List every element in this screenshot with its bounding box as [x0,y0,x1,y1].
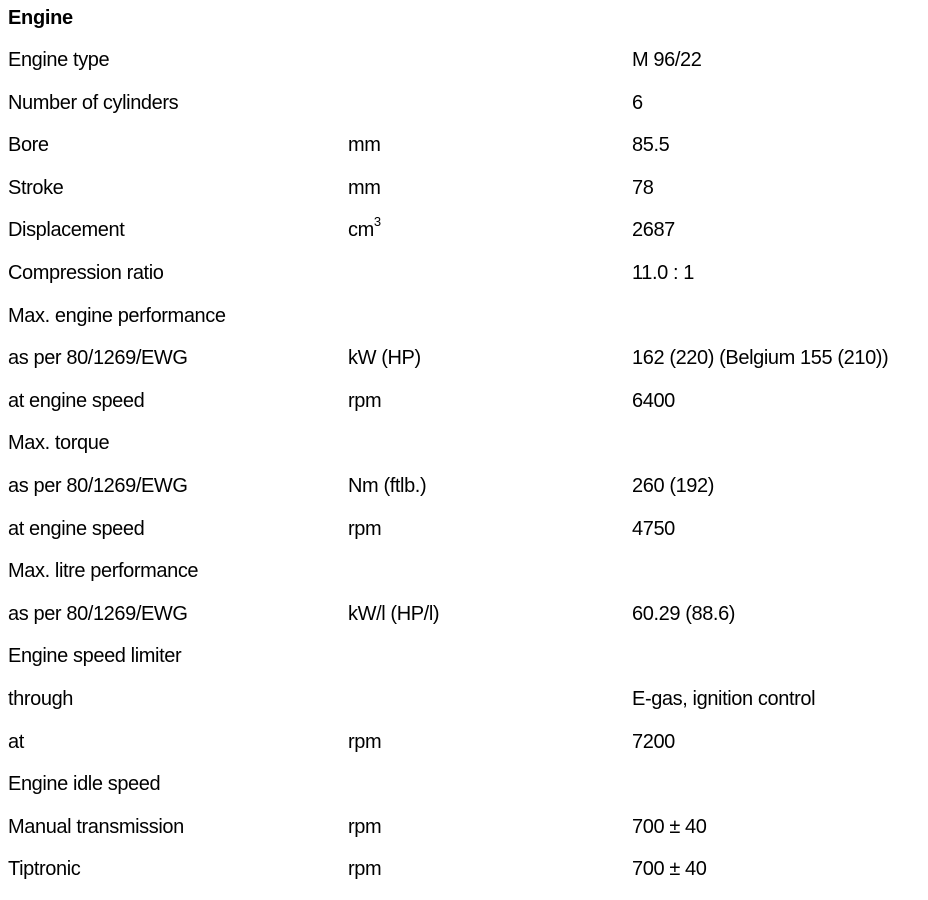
spec-row-max-engine-performance [0,304,928,347]
spec-unit: mm [348,134,381,157]
spec-label: Number of cylinders [8,91,179,114]
spec-label: at engine speed [8,389,145,412]
spec-row-idle-manual-transmission [0,815,928,858]
spec-unit [348,213,381,242]
spec-label: Max. litre performance [8,560,199,583]
spec-value: M 96/22 [632,49,702,71]
spec-value: 700 ± 40 [632,815,707,838]
spec-label: Bore [8,134,49,157]
spec-row-idle-tiptronic [0,857,928,900]
spec-value: 7200 [632,730,675,753]
spec-unit: rpm [348,815,382,838]
spec-value: 6 [632,91,643,114]
spec-value: 78 [632,176,654,199]
spec-unit: Nm (ftlb.) [348,474,427,497]
spec-row-bore [0,133,928,176]
spec-label: at engine speed [8,517,145,540]
spec-table [0,48,928,900]
spec-row-limiter-through [0,687,928,730]
spec-value: 162 (220) (Belgium 155 (210)) [632,347,889,370]
spec-row-engine-speed-limiter [0,644,928,687]
spec-label: Compression ratio [8,261,164,284]
spec-value: E-gas, ignition control [632,687,816,710]
spec-unit: mm [348,176,381,199]
spec-row-stroke [0,176,928,219]
spec-row-engine-idle-speed [0,772,928,815]
spec-row-max-litre-performance [0,559,928,602]
spec-row-performance-engine-speed [0,389,928,432]
spec-row-performance-standard [0,346,928,389]
spec-value: 4750 [632,517,675,540]
section-heading: Engine [8,7,73,29]
spec-unit: rpm [348,858,382,881]
spec-row-engine-type [0,48,928,91]
spec-unit-base: cm [348,219,374,242]
spec-value: 85.5 [632,134,670,157]
spec-row-max-torque [0,431,928,474]
spec-row-compression-ratio [0,261,928,304]
spec-label: Manual transmission [8,815,184,838]
spec-label: through [8,687,74,710]
spec-label: as per 80/1269/EWG [8,347,188,370]
spec-value: 260 (192) [632,474,715,497]
spec-label: Engine idle speed [8,773,161,796]
spec-unit: rpm [348,389,382,412]
spec-unit: kW (HP) [348,347,421,370]
spec-row-limiter-at [0,730,928,773]
spec-row-litre-standard [0,602,928,645]
spec-row-displacement [0,213,928,261]
spec-value: 60.29 (88.6) [632,602,736,625]
spec-label: as per 80/1269/EWG [8,474,188,497]
spec-value: 700 ± 40 [632,858,707,881]
spec-label: at [8,730,24,753]
spec-unit: kW/l (HP/l) [348,602,440,625]
spec-label: Max. torque [8,432,110,455]
spec-label: as per 80/1269/EWG [8,602,188,625]
spec-value: 6400 [632,389,675,412]
spec-unit: rpm [348,730,382,753]
spec-unit-superscript: 3 [373,213,381,229]
spec-unit: rpm [348,517,382,540]
spec-row-number-of-cylinders [0,91,928,134]
spec-value: 2687 [632,219,675,242]
spec-label: Displacement [8,219,125,242]
spec-label: Engine type [8,49,110,71]
spec-value: 11.0 : 1 [632,261,695,284]
spec-label: Max. engine performance [8,304,226,327]
spec-row-torque-standard [0,474,928,517]
spec-label: Tiptronic [8,858,81,881]
spec-label: Stroke [8,176,64,199]
spec-row-torque-engine-speed [0,517,928,560]
spec-label: Engine speed limiter [8,645,182,668]
